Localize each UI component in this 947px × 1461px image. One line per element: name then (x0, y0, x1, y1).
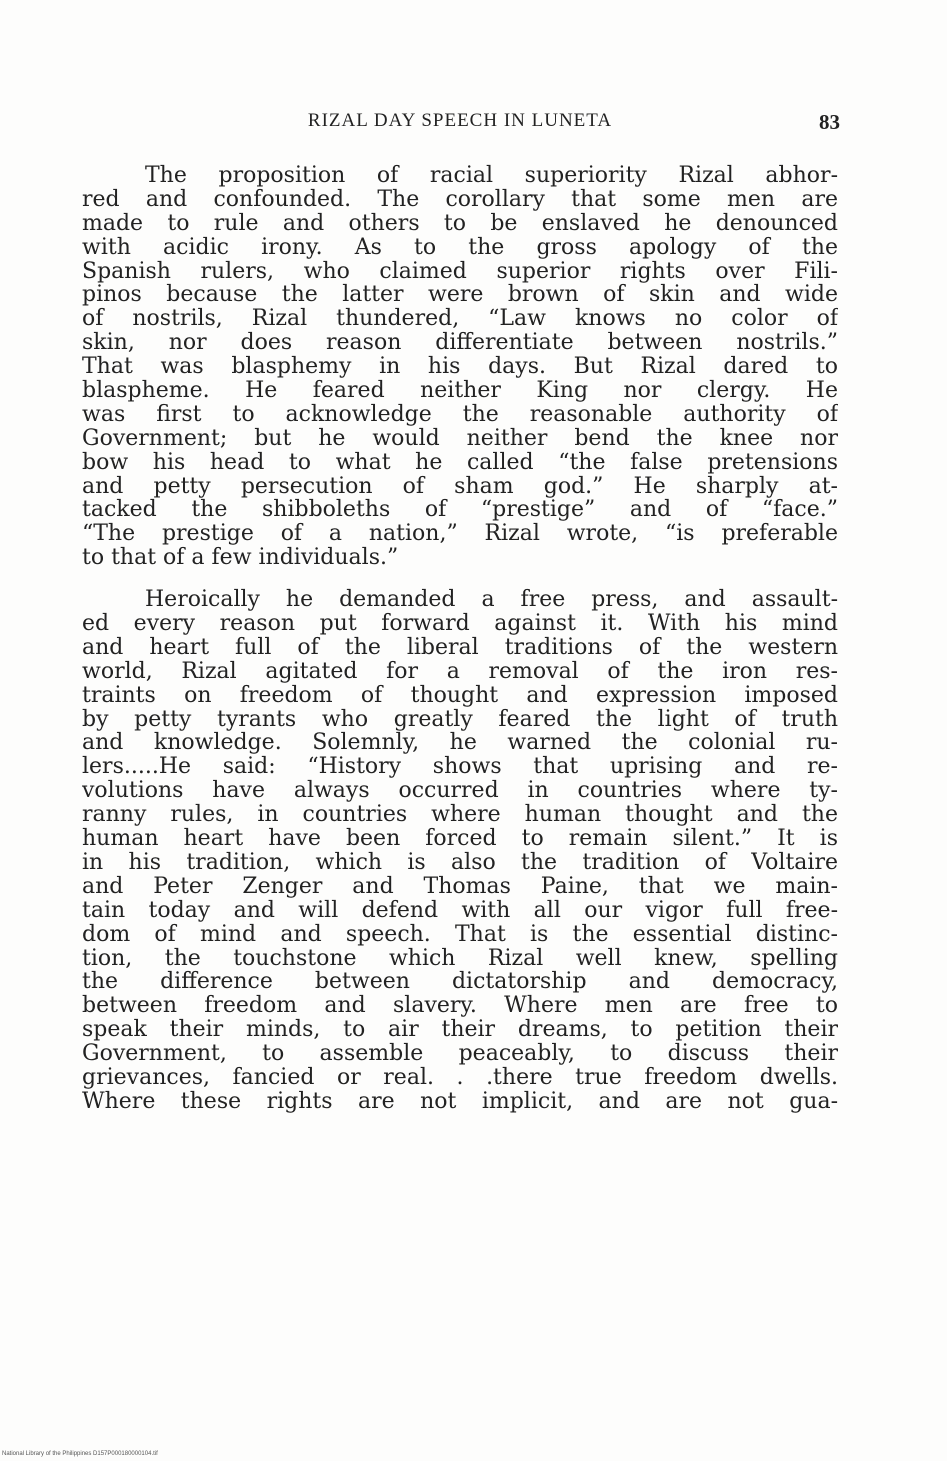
text-line: world, Rizal agitated for a removal of the iron res- (82, 659, 838, 684)
text-line: Heroically he demanded a free press, and assault- (145, 588, 838, 613)
text-line: the difference between dictatorship and democracy, (82, 970, 838, 995)
text-line: Government; but he would neither bend the knee nor (82, 426, 838, 451)
text-line: Spanish rulers, who claimed superior rights over Fili- (82, 259, 838, 284)
text-line: in his tradition, which is also the tradition of Voltaire (82, 850, 838, 875)
text-line: tion, the touchstone which Rizal well knew, spelling (82, 946, 838, 971)
page-number: 83 (819, 110, 840, 134)
running-title: RIZAL DAY SPEECH IN LUNETA (307, 110, 613, 131)
text-line: volutions have always occurred in countries where ty- (82, 779, 838, 804)
text-line: bow his head to what he called “the false pretensions (82, 450, 838, 475)
text-line: and petty persecution of sham god.” He sharply at- (82, 474, 838, 499)
running-head (80, 110, 840, 140)
text-line: tain today and will defend with all our vigor full free- (82, 898, 838, 923)
text-line: That was blasphemy in his days. But Rizal dared to (82, 355, 838, 380)
text-line: with acidic irony. As to the gross apology of the (82, 235, 838, 260)
text-line: human heart have been forced to remain silent.” It is (82, 827, 838, 851)
text-line: “The prestige of a nation,” Rizal wrote, “is preferable (82, 522, 838, 547)
text-line: Government, to assemble peaceably, to discuss their (82, 1042, 838, 1066)
text-line: between freedom and slavery. Where men are free to (82, 994, 838, 1019)
text-line: The proposition of racial superiority Rizal abhor- (145, 164, 838, 188)
text-line: made to rule and others to be enslaved he denounced (82, 211, 838, 236)
text-line: was first to acknowledge the reasonable authority of (82, 402, 838, 427)
library-footer-note: National Library of the Philippines D157P000180000104.tif (2, 1451, 158, 1457)
text-line: by petty tyrants who greatly feared the light of truth (82, 707, 838, 732)
text-line: lers.....He said: “History shows that uprising and re- (82, 755, 838, 780)
text-line: traints on freedom of thought and expression imposed (82, 683, 838, 708)
body-text (82, 164, 838, 1114)
text-line: red and confounded. The corollary that some men are (82, 187, 838, 212)
paragraph-gap (82, 570, 838, 588)
text-line: ed every reason put forward against it. With his mind (82, 612, 838, 636)
text-line: grievances, fancied or real. . .there true freedom dwells. (82, 1065, 838, 1090)
text-line: to that of a few individuals.” (82, 546, 399, 571)
text-line: and Peter Zenger and Thomas Paine, that we main- (82, 874, 838, 899)
text-line: and heart full of the liberal traditions of the western (82, 635, 838, 660)
text-line: blaspheme. He feared neither King nor clergy. He (82, 379, 838, 403)
text-line: skin, nor does reason differentiate between nostrils.” (82, 331, 838, 356)
text-line: ranny rules, in countries where human thought and the (82, 803, 838, 828)
text-line: dom of mind and speech. That is the essential distinc- (82, 922, 838, 947)
text-line: Where these rights are not implicit, and are not gua- (82, 1089, 838, 1114)
text-line: pinos because the latter were brown of skin and wide (82, 283, 838, 308)
text-line: tacked the shibboleths of “prestige” and of “face.” (82, 498, 838, 523)
paragraph-2 (82, 588, 838, 1114)
text-line: and knowledge. Solemnly, he warned the colonial ru- (82, 731, 838, 756)
text-line: of nostrils, Rizal thundered, “Law knows no color of (82, 307, 838, 332)
paragraph-1 (82, 164, 838, 570)
text-line: speak their minds, to air their dreams, to petition their (82, 1018, 838, 1043)
